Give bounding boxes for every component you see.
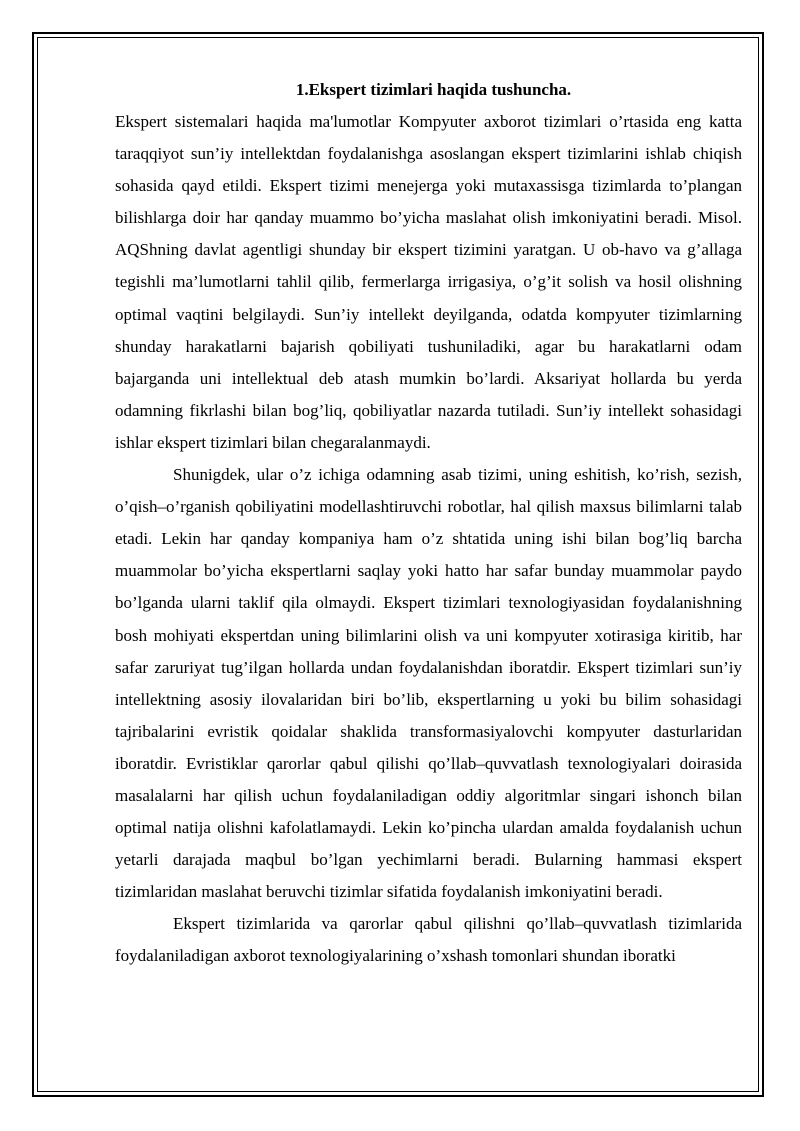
document-body	[115, 74, 742, 973]
paragraph-2: Shunigdek, ular o’z ichiga odamning asab tizimi, uning eshitish, ko’rish, sezish, o’qish–o’rganish qobiliyatini modellashtiruvchi robotlar, hal qilish maxsus bilimlarni talab etadi. Lekin har qanday kompaniya ham o’z shtatida uning ishi bilan bog’liq barcha muammolar bo’yicha ekspertlarni saqlay yoki hatto har safar bunday muammolar paydo bo’lganda ularni taklif qila olmaydi. Ekspert tizimlari texnologiyasidan foydalanishning bosh mohiyati ekspertdan uning bilimlarini olish va uni kompyuter xotirasiga kiritib, har safar zaruriyat tug’ilgan hollarda undan foydalanishdan iboratdir. Ekspert tizimlari sun’iy intellektning asosiy ilovalaridan biri bo’lib, ekspertlarning u yoki bu bilim sohasidagi tajribalarini evristik qoidalar shaklida transformasiyalovchi kompyuter dasturlaridan iboratdir. Evristiklar qarorlar qabul qilishi qo’llab–quvvatlash texnologiyalari doirasida masalalarni har qilish uchun foydalaniladigan oddiy algoritmlar singari ishonch bilan optimal natija olishni kafolatlamaydi. Lekin ko’pincha ulardan amalda foydalanish uchun yetarli darajada maqbul bo’lgan yechimlarni beradi. Bularning hammasi ekspert tizimlaridan maslahat beruvchi tizimlar sifatida foydalanish imkoniyatini beradi.	[115, 465, 742, 902]
document-title: 1.Ekspert tizimlari haqida tushuncha.	[295, 80, 572, 99]
paragraph-1: Ekspert sistemalari haqida ma'lumotlar Kompyuter axborot tizimlari o’rtasida eng katta taraqqiyot sun’iy intellektdan foydalanishga asoslangan ekspert tizimlarini ishlab chiqish sohasida qayd etildi. Ekspert tizimi menejerga yoki mutaxassisga tizimlarda to’plangan bilishlarga doir har qanday muammo bo’yicha maslahat olish imkoniyatini beradi. Misol. AQShning davlat agentligi shunday bir ekspert tizimini yaratgan. U ob-havo va g’allaga tegishli ma’lumotlarni tahlil qilib, fermerlarga irrigasiya, o’g’it solish va hosil olishning optimal vaqtini belgilaydi. Sun’iy intellekt deyilganda, odatda kompyuter tizimlarning shunday harakatlarni bajarish qobiliyati tushuniladiki, agar bu harakatlarni odam bajarganda uni intellektual deb atash mumkin bo’lardi. Aksariyat hollarda bu yerda odamning fikrlashi bilan bog’liq, qobiliyatlar nazarda tutiladi. Sun’iy intellekt sohasidagi ishlar ekspert tizimlari bilan chegaralanmaydi.	[115, 112, 742, 452]
paragraph-3: Ekspert tizimlarida va qarorlar qabul qilishni qo’llab–quvvatlash tizimlarida foydalaniladigan axborot texnologiyalarining o’xshash tomonlari shundan iboratki	[115, 914, 742, 966]
